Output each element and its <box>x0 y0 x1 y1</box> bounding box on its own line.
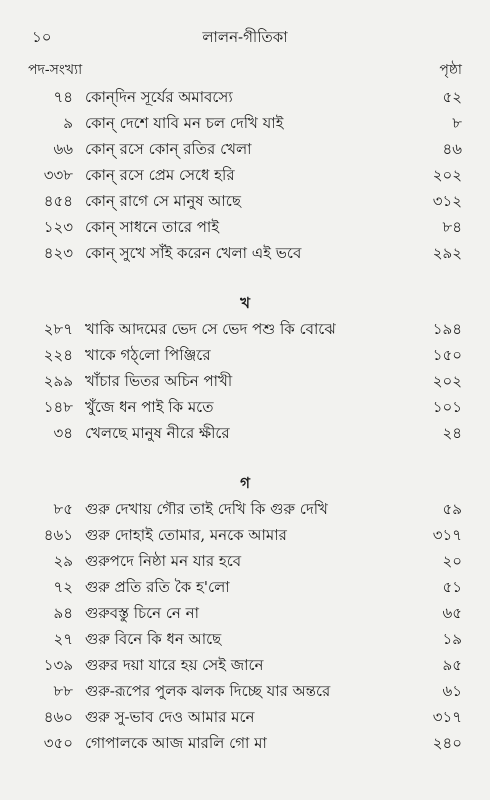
index-row <box>0 730 490 756</box>
song-first-line: কোন্ দেশে যাবি মন চল দেখি যাই <box>85 114 284 132</box>
song-number: ৭২ <box>53 578 73 596</box>
column-header-song-number: পদ-সংখ্যা <box>28 62 83 78</box>
index-row <box>0 496 490 522</box>
index-row <box>0 342 490 368</box>
index-row <box>0 600 490 626</box>
page-reference: ১৯ <box>442 630 462 648</box>
page-reference: ২৯২ <box>432 244 462 262</box>
song-number: ৩৪ <box>53 424 73 442</box>
song-first-line: কোন্ রসে কোন্ রতির খেলা <box>85 140 252 158</box>
page-reference: ৬৫ <box>442 604 462 622</box>
index-row <box>0 84 490 110</box>
index-row <box>0 214 490 240</box>
page-reference: ৩১৭ <box>432 708 462 726</box>
song-first-line: কোন্ রসে প্রেম সেধে হরি <box>85 166 235 184</box>
song-number: ১২৩ <box>43 218 73 236</box>
song-number: ৬৬ <box>53 140 73 158</box>
song-number: ৪৬১ <box>43 526 73 544</box>
song-first-line: গুরু বিনে কি ধন আছে <box>85 630 222 648</box>
index-row <box>0 240 490 266</box>
song-number: ৯ <box>63 114 73 132</box>
column-headers <box>28 58 462 82</box>
song-number: ৩৩৮ <box>43 166 73 184</box>
song-first-line: গুরুর দয়া যারে হয় সেই জানে <box>85 656 264 674</box>
song-number: ২৭ <box>53 630 73 648</box>
song-first-line: গুরু সু-ভাব দেও আমার মনে <box>85 708 255 726</box>
song-number: ২৮৭ <box>43 320 73 338</box>
page-reference: ১৯৪ <box>432 320 462 338</box>
song-first-line: কোন্ রাগে সে মানুষ আছে <box>85 192 241 210</box>
song-first-line: খাঁচার ভিতর অচিন পাখী <box>85 372 233 390</box>
page-reference: ২০২ <box>432 166 462 184</box>
index-row <box>0 136 490 162</box>
index-row <box>0 704 490 730</box>
index-row <box>0 394 490 420</box>
book-title: লালন-গীতিকা <box>202 28 288 46</box>
page-reference: ৮৪ <box>442 218 462 236</box>
index-row <box>0 110 490 136</box>
page-reference: ৫৯ <box>442 500 462 518</box>
index-row <box>0 522 490 548</box>
song-number: ৭৪ <box>53 88 73 106</box>
song-number: ২৯৯ <box>43 372 73 390</box>
page-reference: ৩১২ <box>432 192 462 210</box>
section-heading: গ <box>240 474 250 492</box>
index-list <box>0 84 490 756</box>
song-first-line: খেলছে মানুষ নীরে ক্ষীরে <box>85 424 230 442</box>
page-reference: ৫২ <box>442 88 462 106</box>
index-row <box>0 368 490 394</box>
page-reference: ২৪০ <box>432 734 462 752</box>
page-reference: ১৫০ <box>432 346 462 364</box>
index-row <box>0 162 490 188</box>
song-first-line: গুরু-রূপের পুলক ঝলক দিচ্ছে যার অন্তরে <box>85 682 331 700</box>
index-row <box>0 652 490 678</box>
song-first-line: কোন্ সাধনে তারে পাই <box>85 218 220 236</box>
song-number: ৯৪ <box>53 604 73 622</box>
song-first-line: কোন্‌দিন সূর্যের অমাবস্যে <box>85 88 233 106</box>
song-number: ৮৮ <box>53 682 73 700</box>
song-number: ৪৫৪ <box>43 192 73 210</box>
song-number: ৩৫০ <box>43 734 73 752</box>
page-reference: ১০১ <box>432 398 462 416</box>
index-row <box>0 420 490 446</box>
page-reference: ৯৫ <box>442 656 462 674</box>
song-number: ১৩৯ <box>43 656 73 674</box>
index-row <box>0 626 490 652</box>
song-number: ২২৪ <box>43 346 73 364</box>
page-reference: ২০২ <box>432 372 462 390</box>
section-heading: খ <box>240 294 250 312</box>
song-number: ৪২৩ <box>43 244 73 262</box>
page-reference: ৩১৭ <box>432 526 462 544</box>
song-first-line: গুরু দোহাই তোমার, মনকে আমার <box>85 526 287 544</box>
song-first-line: খুঁজে ধন পাই কি মতে <box>85 398 214 416</box>
page-reference: ৮ <box>452 114 462 132</box>
page-reference: ২০ <box>442 552 462 570</box>
song-number: ১৪৮ <box>43 398 73 416</box>
song-first-line: গুরু দেখায় গৌর তাই দেখি কি গুরু দেখি <box>85 500 328 518</box>
song-first-line: কোন্ সুখে সাঁই করেন খেলা এই ভবে <box>85 244 302 262</box>
index-row <box>0 574 490 600</box>
song-first-line: খাকি আদমের ভেদ সে ভেদ পশু কি বোঝে <box>85 320 336 338</box>
song-first-line: খাকে গঠ্‌লো পিঞ্জিরে <box>85 346 211 364</box>
index-row <box>0 548 490 574</box>
running-head <box>0 25 490 49</box>
page-reference: ৬১ <box>442 682 462 700</box>
page-folio: ১০ <box>32 28 52 46</box>
song-number: ৮৫ <box>53 500 73 518</box>
index-row <box>0 316 490 342</box>
song-first-line: গুরু প্রতি রতি কৈ হ'লো <box>85 578 230 596</box>
song-number: ৪৬০ <box>43 708 73 726</box>
index-row <box>0 678 490 704</box>
column-header-page: পৃষ্ঠা <box>439 62 462 78</box>
song-first-line: গুরুবস্তু চিনে নে না <box>85 604 199 622</box>
index-row <box>0 188 490 214</box>
song-first-line: গুরুপদে নিষ্ঠা মন যার হবে <box>85 552 242 570</box>
page-reference: ২৪ <box>442 424 462 442</box>
song-number: ২৯ <box>53 552 73 570</box>
song-first-line: গোপালকে আজ মারলি গো মা <box>85 734 267 752</box>
page-reference: ৪৬ <box>442 140 462 158</box>
page-reference: ৫১ <box>442 578 462 596</box>
